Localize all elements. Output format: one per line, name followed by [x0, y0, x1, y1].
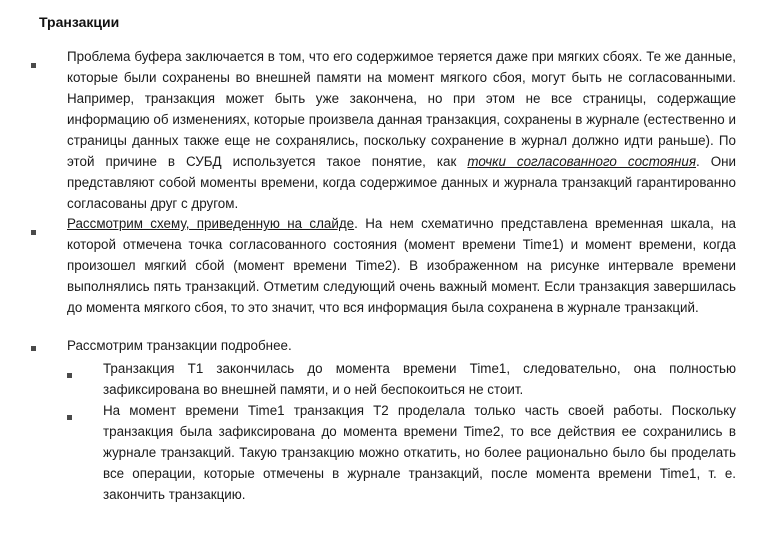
paragraph-buffer-problem: [67, 46, 736, 214]
paragraph-text: . Они представляют собой моменты времени, когда содержимое данных и журнала транзакций гарантированно согласованы друг с другом.: [67, 154, 737, 211]
bullet-square-icon: [31, 346, 36, 351]
slide-title: Транзакции: [39, 14, 120, 30]
subitem-t1: Транзакция T1 закончилась до момента времени Time1, следовательно, она полностью зафиксирована во внешней памяти, и о ней беспокоиться не стоит.: [103, 361, 736, 397]
subitem-t2: На момент времени Time1 транзакция T2 проделала только часть своей работы. Поскольку транзакция была зафиксирована до момента времени Time2, то все действия ее сохранились в журнале транзакций. Такую транзакцию можно откатить, но более рационально было бы проделать все операции, которые отмечены в журнале транзакций, после момента времени Time1, т. е. закончить транзакцию.: [103, 403, 736, 502]
bullet-square-icon: [67, 415, 72, 420]
consistency-point-link[interactable]: точки согласованного состояния: [467, 154, 696, 169]
paragraph-text: Проблема буфера заключается в том, что его содержимое теряется даже при мягких сбоях. Те же данные, которые были сохранены во внешней памяти на момент мягкого сбоя, могут быть не согласованными. Например, транзакция может быть уже закончена, но при этом не все страницы, содержащие информацию об изменениях, которые произвела данная транзакция, сохранены в журнале (естественно и страницы данных также еще не сохранялись, поскольку сохранение в журнал должно идти раньше). По этой причине в СУБД используется такое понятие, как: [67, 49, 736, 169]
paragraph-timeline-scheme: [67, 213, 736, 318]
bullet-square-icon: [67, 373, 72, 378]
paragraph-text: . На нем схематично представлена временная шкала, на которой отмечена точка согласованного состояния (момент времени Time1) и момент времени, когда произошел мягкий сбой (момент времени Time2). В изображенном на рисунке интервале времени выполнялись пять транзакций. Отметим следующий очень важный момент. Если транзакция завершилась до момента мягкого сбоя, то это значит, что вся информация была сохранена в журнале транзакций.: [67, 216, 737, 315]
bullet-square-icon: [31, 63, 36, 68]
bullet-square-icon: [31, 230, 36, 235]
slide-scheme-link[interactable]: Рассмотрим схему, приведенную на слайде: [67, 216, 355, 231]
paragraph-details-intro: Рассмотрим транзакции подробнее.: [67, 338, 292, 353]
